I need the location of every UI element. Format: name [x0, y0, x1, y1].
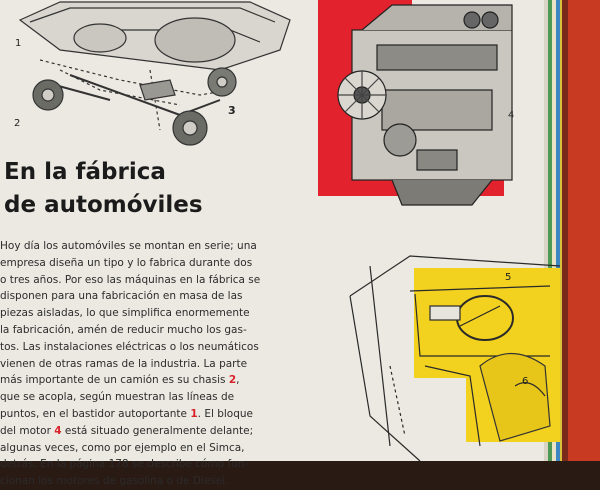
page-title-line-2: de automóviles	[4, 192, 203, 218]
dashboard-illustration	[330, 246, 560, 461]
figure-number-5: 5	[505, 272, 512, 283]
figure-number-6: 6	[522, 376, 529, 387]
frame-reference: 1	[190, 407, 198, 420]
engine-illustration	[322, 0, 522, 210]
figure-number-3: 3	[228, 104, 236, 117]
text-line: vienen de otras ramas de la industria. La parte	[0, 357, 248, 370]
chassis-reference: 2	[228, 374, 237, 387]
text-line: más importante de un camión es su chasis 2,	[0, 374, 240, 387]
figure-number-1: 1	[15, 38, 22, 49]
book-cover	[568, 0, 600, 461]
figure-number-2: 2	[14, 118, 21, 129]
text-line: empresa diseña un tipo y lo fabrica durante dos	[0, 256, 253, 269]
body-paragraph	[0, 238, 306, 490]
text-line: o tres años. Por eso las máquinas en la fábrica se	[0, 273, 261, 286]
page-title-line-1: En la fábrica	[4, 159, 166, 185]
page-title	[4, 156, 203, 222]
chassis-illustration	[0, 0, 300, 150]
text-line: cionan los motores de gasolina o de Diesel.	[0, 475, 229, 488]
text-line: la fabricación, amén de reducir mucho los gas-	[0, 323, 247, 336]
text-line: algunas veces, como por ejemplo en el Simca,	[0, 441, 245, 454]
engine-reference: 4	[54, 424, 62, 437]
text-line: Hoy día los automóviles se montan en serie; una	[0, 240, 257, 252]
text-line: que se acopla, según muestran las líneas de	[0, 391, 235, 404]
text-line: detrás. En la página 178 se describe cómo fun-	[0, 458, 249, 471]
text-line: tos. Las instalaciones eléctricas o los neumáticos	[0, 340, 259, 353]
text-line: del motor 4 está situado generalmente delante;	[0, 424, 254, 437]
text-line: disponen para una fabricación en masa de las	[0, 290, 243, 303]
text-line: puntos, en el bastidor autoportante 1. El bloque	[0, 407, 254, 420]
figure-number-4: 4	[508, 110, 515, 121]
text-line: piezas aisladas, lo que simplifica enormemente	[0, 307, 250, 320]
